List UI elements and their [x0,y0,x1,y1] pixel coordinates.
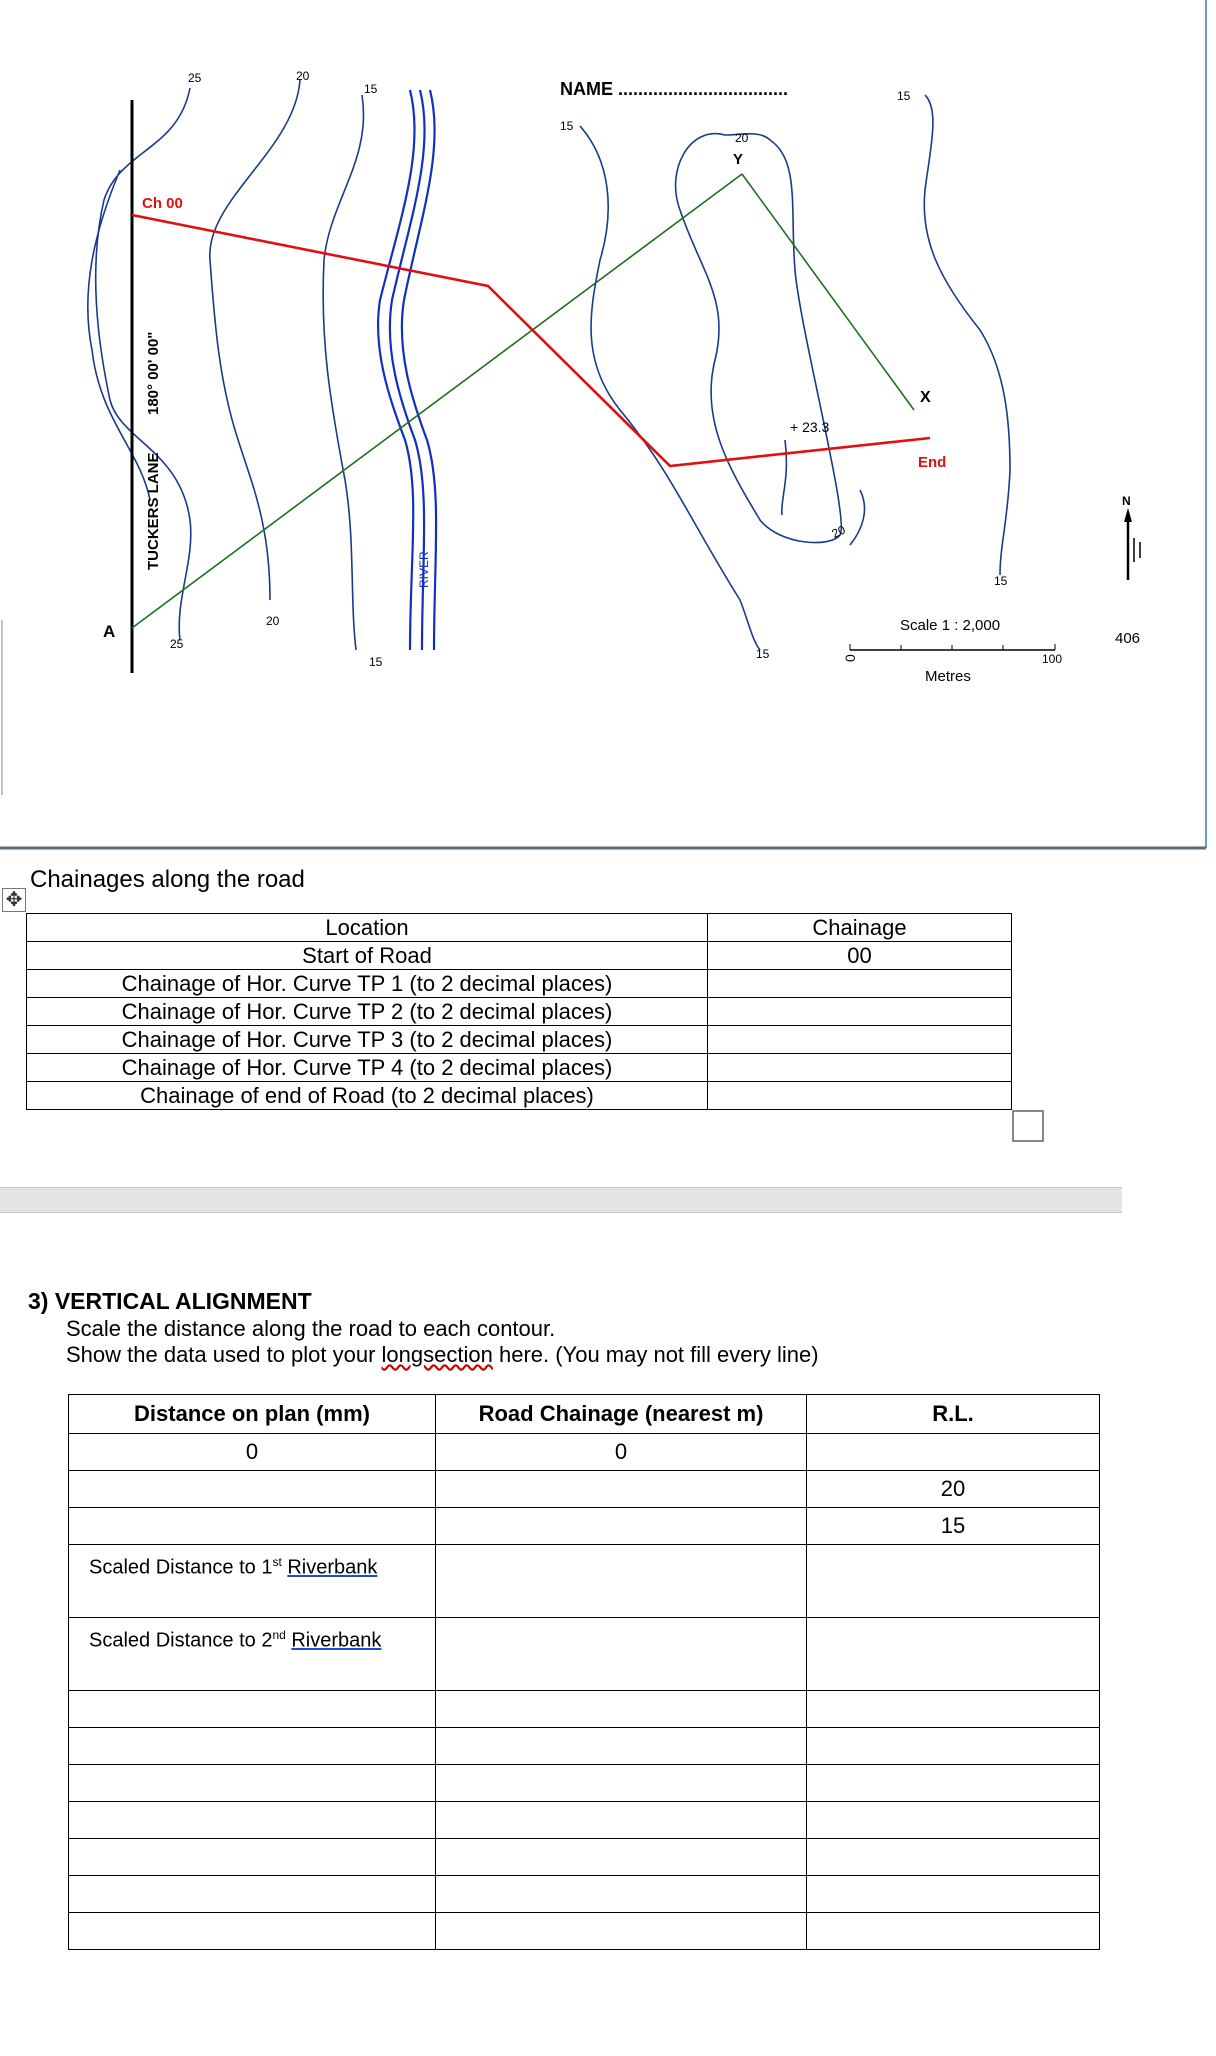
distance-cell[interactable] [69,1802,436,1839]
move-icon[interactable]: ✥ [2,888,26,912]
rl-cell[interactable] [807,1545,1100,1618]
vertical-data-table [68,1394,1100,1950]
north-arrow-icon [1124,508,1140,580]
north-label: N [1122,494,1131,508]
table-row [69,1434,1100,1471]
table-row [69,1765,1100,1802]
traverse-a-y [132,174,742,628]
riverbank-1-label [69,1555,435,1580]
contour-15-right [924,95,1010,575]
river-bank-1 [378,90,415,650]
contour-label-20-top: 20 [296,69,310,83]
table-row [27,1054,1012,1082]
code-label: 406 [1115,630,1141,647]
riverbank-1-sup: st [272,1555,282,1569]
contour-15-middle [580,126,760,650]
chainage-cell[interactable] [708,1054,1012,1082]
instruction-line-1: Scale the distance along the road to each contour. [66,1316,556,1341]
table-row [69,1471,1100,1508]
contour-label-25-bottom: 25 [170,637,184,651]
header-chainage: Chainage [708,914,1012,942]
contour-label-20-bottom: 20 [266,614,280,628]
distance-cell[interactable] [69,1691,436,1728]
table-row [69,1802,1100,1839]
road-chainage-cell[interactable] [436,1839,807,1876]
rl-cell[interactable] [807,1876,1100,1913]
table-row [69,1691,1100,1728]
rl-cell[interactable]: 20 [807,1471,1100,1508]
name-label: NAME .................................. [560,79,789,99]
contour-20-right [850,490,865,545]
chainage-cell[interactable] [708,1082,1012,1110]
contour-label-15-right: 15 [994,574,1008,588]
contour-20-bottom [782,440,787,515]
road-chainage-cell[interactable] [436,1876,807,1913]
distance-cell[interactable] [69,1471,436,1508]
site-plan-map [0,0,1216,860]
contour-25-outer [88,170,150,500]
contour-lines [88,80,1010,650]
scale-bar [850,644,1055,650]
rl-cell[interactable] [807,1765,1100,1802]
rl-cell[interactable] [807,1839,1100,1876]
point-y-label: Y [733,151,744,168]
distance-cell[interactable] [69,1876,436,1913]
instruction-line-2-pre: Show the data used to plot your [66,1342,382,1367]
table-row [69,1913,1100,1950]
road-chainage-cell[interactable] [436,1913,807,1950]
table-row [69,1839,1100,1876]
traverse-y-x [742,174,914,410]
contour-label-15-bottom-mid: 15 [756,647,770,661]
contour-15-left [323,95,363,650]
road-chainage-cell[interactable] [436,1765,807,1802]
scale-zero-label: 0 [842,654,858,662]
location-cell: Chainage of Hor. Curve TP 3 (to 2 decimal places) [27,1026,708,1054]
location-cell: Chainage of end of Road (to 2 decimal places) [27,1082,708,1110]
chainage-cell[interactable]: 00 [708,942,1012,970]
scale-label: Scale 1 : 2,000 [900,617,1001,634]
header-rl: R.L. [807,1395,1100,1434]
road-chainage-cell[interactable] [436,1728,807,1765]
road-chainage-cell[interactable] [436,1691,807,1728]
distance-cell[interactable] [69,1618,436,1691]
contour-20-hill [676,134,842,543]
road-chainage-cell[interactable]: 0 [436,1434,807,1471]
contour-label-20-bottom-hill: 20 [829,522,848,541]
tuckers-lane-label: TUCKERS LANE [145,452,162,570]
table-row [27,998,1012,1026]
contour-label-15-top-mid: 15 [560,119,574,133]
contour-label-15-top-left: 15 [364,82,378,96]
point-a-label: A [103,622,116,641]
location-cell: Chainage of Hor. Curve TP 2 (to 2 decimal places) [27,998,708,1026]
rl-cell[interactable] [807,1618,1100,1691]
scale-units-label: Metres [925,668,971,685]
distance-cell[interactable] [69,1913,436,1950]
contour-label-15-top-right: 15 [897,89,911,103]
contour-label-15-bottom-left: 15 [369,655,383,669]
distance-cell[interactable] [69,1765,436,1802]
rl-cell[interactable] [807,1728,1100,1765]
river-label: RIVER [417,551,431,588]
rl-cell[interactable] [807,1691,1100,1728]
table-row-riverbank-1 [69,1545,1100,1618]
header-location: Location [27,914,708,942]
rl-cell[interactable] [807,1802,1100,1839]
contour-25-left [96,88,191,640]
traverse-lines [132,174,914,628]
rl-cell[interactable] [807,1913,1100,1950]
riverbank-2-label [69,1628,435,1653]
chainage-cell[interactable] [708,1026,1012,1054]
riverbank-1-pre: Scaled Distance to 1 [89,1556,273,1579]
ch00-label: Ch 00 [142,195,183,212]
scale-hundred-label: 100 [1042,652,1063,666]
longsection-word: longsection [381,1342,493,1367]
road-chainage-cell[interactable] [436,1802,807,1839]
chainages-header-row [27,914,1012,942]
distance-cell[interactable] [69,1728,436,1765]
road-chainage-cell[interactable] [436,1508,807,1545]
instruction-line-2-post: here. (You may not fill every line) [492,1342,819,1367]
table-row [27,1026,1012,1054]
table-row-riverbank-2 [69,1618,1100,1691]
section-divider [0,1187,1122,1213]
distance-cell[interactable] [69,1508,436,1545]
distance-cell[interactable] [69,1839,436,1876]
table-row [27,970,1012,998]
chainages-table [26,913,1012,1110]
road-chainage-cell[interactable] [436,1545,807,1618]
offset-label: + 23.3 [790,419,830,435]
vertical-header-row [69,1395,1100,1434]
riverbank-2-word: Riverbank [291,1629,382,1652]
chainage-cell[interactable] [708,998,1012,1026]
location-cell: Chainage of Hor. Curve TP 4 (to 2 decimal places) [27,1054,708,1082]
checkbox-square[interactable] [1012,1110,1044,1142]
instruction-line-2 [66,1342,819,1368]
vertical-alignment-heading: 3) VERTICAL ALIGNMENT [28,1288,312,1314]
location-cell: Chainage of Hor. Curve TP 1 (to 2 decimal places) [27,970,708,998]
contour-20-left [210,80,300,600]
header-road-chainage: Road Chainage (nearest m) [436,1395,807,1434]
rl-cell[interactable] [807,1434,1100,1471]
header-distance: Distance on plan (mm) [69,1395,436,1434]
riverbank-1-word: Riverbank [287,1556,378,1579]
riverbank-2-sup: nd [272,1628,286,1642]
point-x-label: X [920,389,931,406]
road-chainage-cell[interactable] [436,1618,807,1691]
distance-cell[interactable]: 0 [69,1434,436,1471]
bearing-label: 180° 00' 00" [145,331,162,415]
end-label: End [918,454,947,471]
distance-cell[interactable] [69,1545,436,1618]
chainages-title: Chainages along the road [30,866,305,893]
table-row [69,1508,1100,1545]
road-chainage-cell[interactable] [436,1471,807,1508]
chainage-cell[interactable] [708,970,1012,998]
contour-label-25-top: 25 [188,71,202,85]
table-row [69,1728,1100,1765]
table-row [27,942,1012,970]
table-row [27,1082,1012,1110]
contour-label-20-hill: 20 [735,131,749,145]
rl-cell[interactable]: 15 [807,1508,1100,1545]
location-cell: Start of Road [27,942,708,970]
riverbank-2-pre: Scaled Distance to 2 [89,1629,273,1652]
table-row [69,1876,1100,1913]
